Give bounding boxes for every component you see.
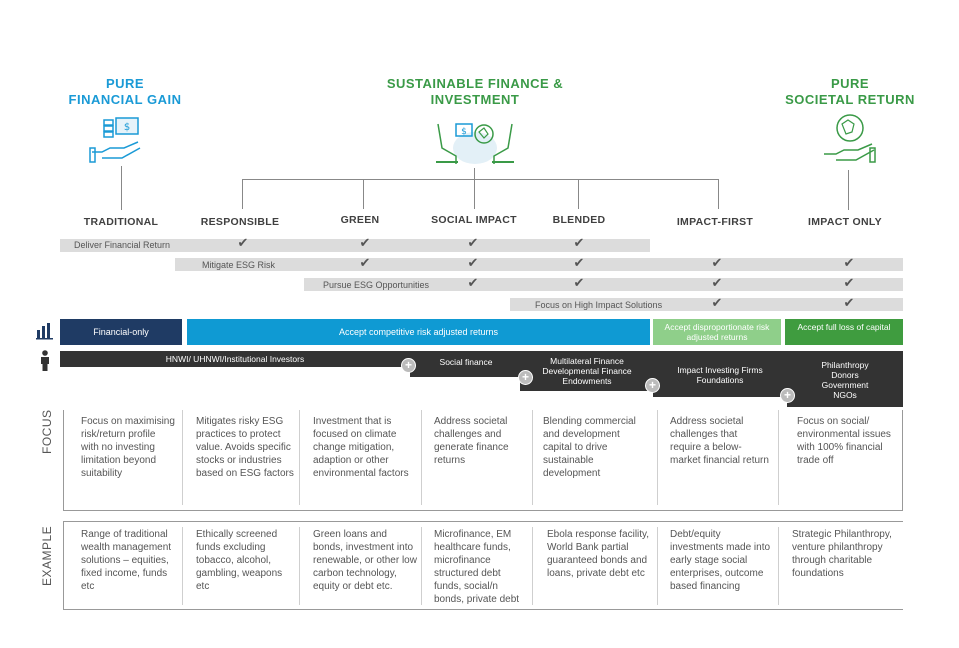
- check-icon: ✔: [711, 295, 723, 310]
- divider: [299, 410, 300, 505]
- category-green: GREEN: [340, 214, 380, 226]
- check-icon: ✔: [711, 255, 723, 270]
- divider: [421, 527, 422, 605]
- example-responsible: Ethically screened funds excluding tobacco, alcohol, gambling, weapons etc: [196, 529, 283, 592]
- category-impact-only: IMPACT ONLY: [808, 216, 882, 228]
- check-icon: ✔: [359, 235, 371, 250]
- divider: [532, 410, 533, 505]
- divider: [421, 410, 422, 505]
- category-social-impact: SOCIAL IMPACT: [431, 214, 517, 226]
- category-impact-first: IMPACT-FIRST: [676, 216, 754, 228]
- category-traditional: TRADITIONAL: [83, 216, 159, 228]
- person-icon: [39, 350, 51, 372]
- investors-philanthropy: Philanthropy Donors Government NGOs: [787, 351, 903, 407]
- category-responsible: RESPONSIBLE: [200, 216, 280, 228]
- focus-impact-only: Focus on social/ environmental issues with 100% financial trade off: [797, 416, 891, 466]
- plus-icon: +: [645, 378, 660, 393]
- focus-impact-first: Address societal challenges that require a below-market financial return: [670, 416, 769, 466]
- connector-line: [474, 179, 475, 209]
- investors-hnwi: HNWI/ UHNWI/Institutional Investors: [60, 351, 410, 367]
- connector-line: [578, 179, 579, 209]
- divider: [532, 527, 533, 605]
- check-icon: ✔: [467, 235, 479, 250]
- divider: [182, 527, 183, 605]
- returns-financial-only: Financial-only: [60, 319, 182, 345]
- divider: [182, 410, 183, 505]
- money-hand-icon: [88, 112, 148, 166]
- check-icon: ✔: [573, 275, 585, 290]
- connector-line: [363, 179, 364, 209]
- plus-icon: +: [780, 388, 795, 403]
- check-icon: ✔: [843, 255, 855, 270]
- example-side-label: EXAMPLE: [40, 525, 54, 586]
- investors-social-finance: Social finance: [410, 351, 522, 377]
- header-sustainable-finance: SUSTAINABLE FINANCE & INVESTMENT: [386, 76, 564, 107]
- check-icon: ✔: [467, 275, 479, 290]
- focus-blended: Blending commercial and development capital to drive sustainable development: [543, 416, 636, 479]
- connector-line: [121, 166, 122, 210]
- connector-line: [848, 170, 849, 210]
- header-societal-return: PURE SOCIETAL RETURN: [785, 76, 915, 107]
- focus-side-label: FOCUS: [40, 409, 54, 454]
- returns-disproportionate: Accept disproportionate risk adjusted returns: [653, 319, 781, 345]
- connector-line: [242, 179, 718, 180]
- focus-social-impact: Address societal challenges and generate finance returns: [434, 416, 509, 466]
- category-blended: BLENDED: [552, 214, 606, 226]
- focus-traditional: Focus on maximising risk/return profile with no investing limitation beyond suitability: [81, 416, 175, 479]
- check-icon: ✔: [573, 235, 585, 250]
- svg-text:$: $: [461, 127, 467, 137]
- criteria-label: Pursue ESG Opportunities: [323, 280, 430, 290]
- investors-impact-firms: Impact Investing Firms Foundations: [653, 351, 787, 397]
- focus-green: Investment that is focused on climate change mitigation, adaption or other environmental factors: [313, 416, 409, 479]
- example-social-impact: Microfinance, EM healthcare funds, microfinance structured debt funds, social/n bonds, private debt: [434, 529, 520, 605]
- bar-chart-icon: [36, 322, 54, 340]
- check-icon: ✔: [711, 275, 723, 290]
- divider: [299, 527, 300, 605]
- divider: [657, 527, 658, 605]
- criteria-row-mitigate-esg: [175, 255, 903, 271]
- focus-responsible: Mitigates risky ESG practices to protect value. Avoids specific stocks or industries based on ESG factors: [196, 416, 294, 479]
- example-blended: Ebola response facility, World Bank partial guaranteed bonds and loans, private debt etc: [547, 529, 650, 579]
- connector-line: [718, 179, 719, 209]
- check-icon: ✔: [573, 255, 585, 270]
- globe-hand-icon: [820, 112, 882, 170]
- check-icon: ✔: [843, 275, 855, 290]
- example-traditional: Range of traditional wealth management solutions – equities, fixed income, funds etc: [81, 529, 172, 592]
- plus-icon: +: [401, 358, 416, 373]
- header-financial-gain: PURE FINANCIAL GAIN: [68, 76, 182, 107]
- svg-text:$: $: [123, 122, 131, 133]
- check-icon: ✔: [843, 295, 855, 310]
- connector-line: [242, 179, 243, 209]
- check-icon: ✔: [467, 255, 479, 270]
- returns-competitive: Accept competitive risk adjusted returns: [187, 319, 650, 345]
- example-green: Green loans and bonds, investment into renewable, or other low carbon technology, equity or debt etc.: [313, 529, 417, 592]
- criteria-label: Deliver Financial Return: [74, 240, 171, 250]
- investors-multilateral: Multilateral Finance Developmental Finance Endowments: [520, 351, 654, 391]
- example-impact-first: Debt/equity investments made into early stage social enterprises, outcome based financing: [670, 529, 771, 592]
- finance-globe-hands-icon: [432, 112, 518, 168]
- divider: [778, 527, 779, 605]
- criteria-label: Mitigate ESG Risk: [202, 260, 276, 270]
- divider: [778, 410, 779, 505]
- returns-full-loss: Accept full loss of capital: [785, 319, 903, 345]
- plus-icon: +: [518, 370, 533, 385]
- divider: [657, 410, 658, 505]
- criteria-label: Focus on High Impact Solutions: [535, 300, 663, 310]
- check-icon: ✔: [359, 255, 371, 270]
- check-icon: ✔: [237, 235, 249, 250]
- example-impact-only: Strategic Philanthropy, venture philanthropy through charitable foundations: [792, 529, 892, 579]
